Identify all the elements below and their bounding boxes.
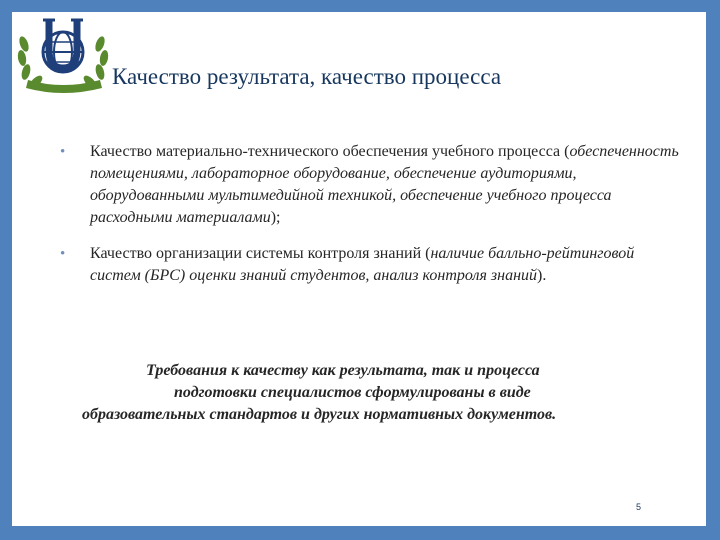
bullet-item-knowledge-control — [60, 243, 680, 287]
bullet-lead-text: Качество организации системы контроля знаний ( — [90, 245, 431, 262]
bullet-lead-text: Качество материально-технического обеспечения учебного процесса ( — [90, 143, 570, 160]
emphasis-line: Требования к качеству как результата, так и процесса — [146, 362, 540, 379]
university-logo — [14, 14, 114, 98]
bullet-item-equipment — [60, 141, 680, 229]
bullet-marker: • — [60, 144, 66, 160]
bullet-italic-text: наличие балльно-рейтинговой систем (БРС) оценки знаний студентов, анализ контроля знаний — [90, 245, 635, 284]
emphasis-statement — [82, 360, 680, 426]
slide-title: Качество результата, качество процесса — [112, 64, 502, 89]
bullet-tail-text: ). — [537, 267, 547, 284]
bullet-tail-text: ); — [270, 209, 281, 226]
bullet-list — [60, 141, 680, 301]
page-number: 5 — [636, 502, 642, 512]
emphasis-line: подготовки специалистов сформулированы в виде — [174, 384, 531, 401]
emphasis-line: образовательных стандартов и других нормативных документов. — [82, 406, 557, 423]
bullet-marker: • — [60, 246, 66, 262]
bullet-italic-text: обеспеченность помещениями, лабораторное оборудование, обеспечение аудиториями, оборудованными мультимедийной техникой, обеспечение учебного процесса расходными материалами — [90, 143, 679, 226]
